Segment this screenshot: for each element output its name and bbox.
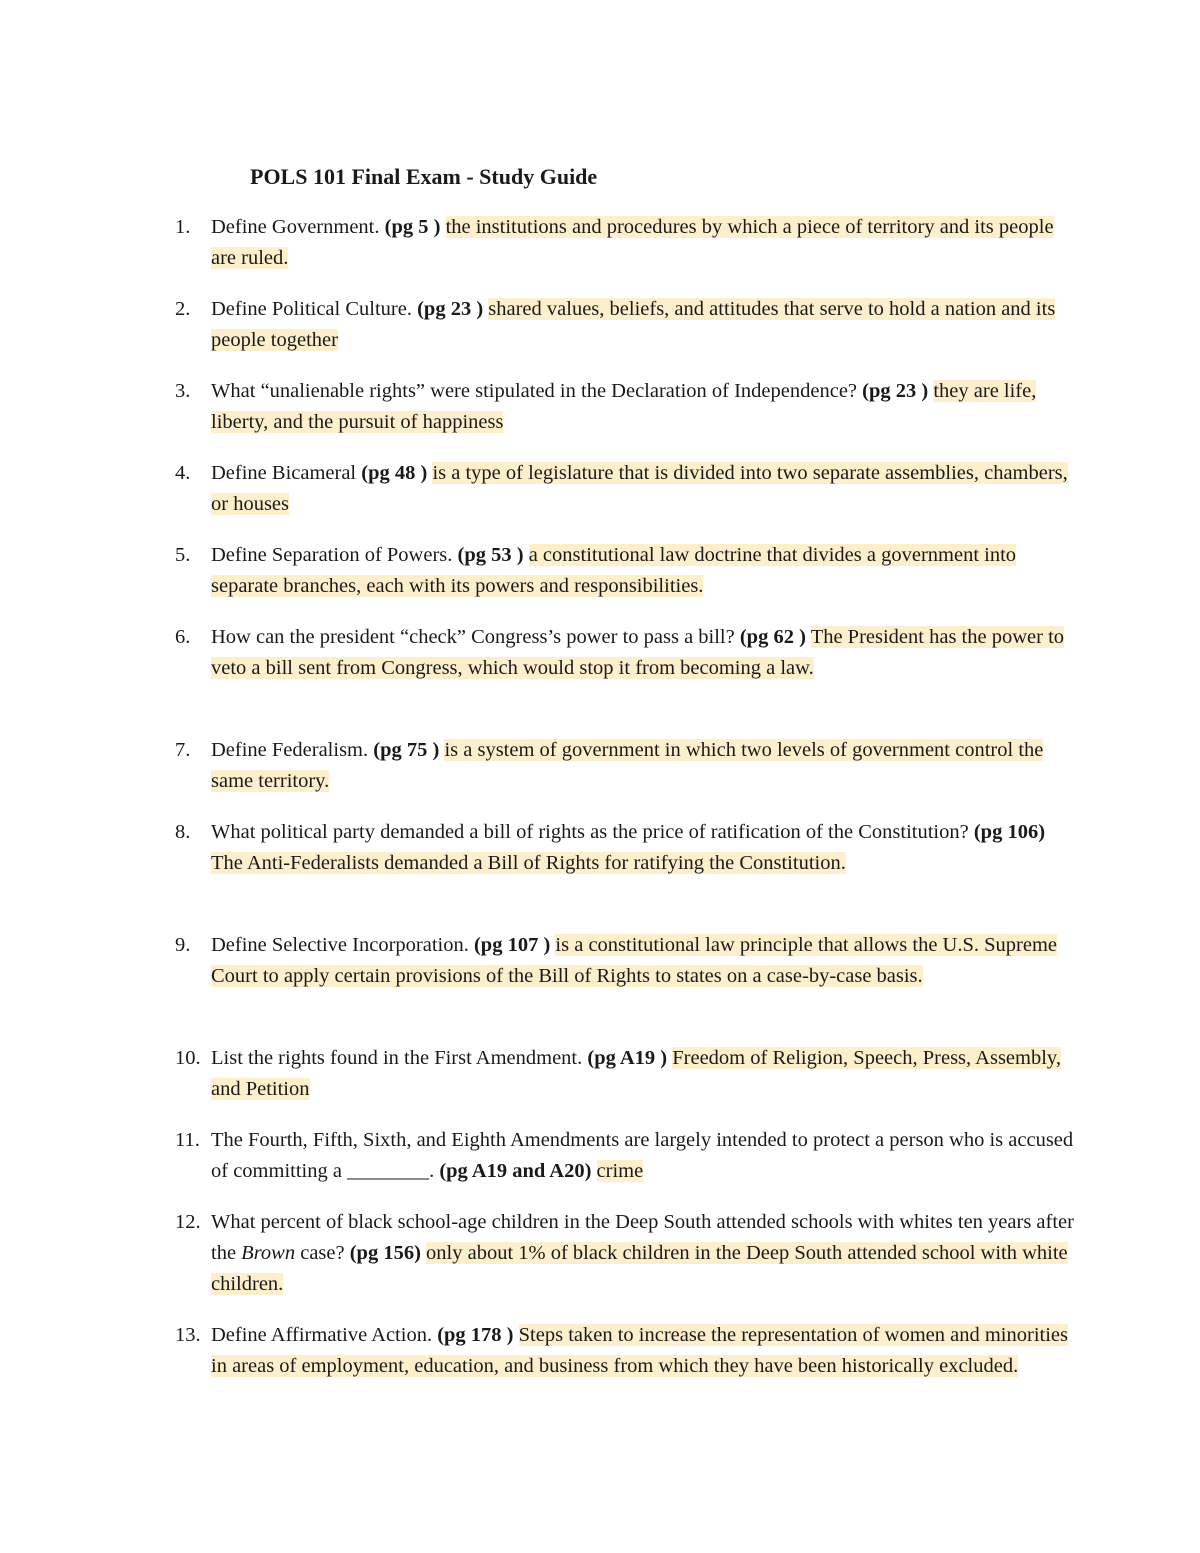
question-text: What political party demanded a bill of rights as the price of ratification of the Constitution?: [211, 821, 974, 843]
page-reference: (pg A19 ): [587, 1047, 668, 1069]
list-item-7: [175, 735, 1075, 797]
answer-text: shared values, beliefs, and attitudes that serve to hold a nation and its people together: [211, 298, 1056, 351]
page-reference: (pg 178 ): [437, 1324, 514, 1346]
list-item-2: [175, 294, 1075, 356]
question-text: List the rights found in the First Amendment.: [211, 1047, 588, 1069]
question-text: Define Federalism.: [211, 739, 374, 761]
item-number: 12.: [175, 1211, 201, 1233]
list-item-5: [175, 540, 1075, 602]
page-reference: (pg 156): [349, 1242, 421, 1264]
page-reference: (pg 107 ): [473, 934, 551, 956]
list-item-4: [175, 458, 1075, 520]
list-item-9: [175, 930, 1075, 992]
item-number: 9.: [175, 934, 191, 956]
answer-text: Steps taken to increase the representation of women and minorities in areas of employment, education, and business from which they have been historically excluded.: [211, 1324, 1068, 1377]
item-number: 6.: [175, 626, 191, 648]
question-text: What percent of black school-age children in the Deep South attended schools with whites ten years after the: [211, 1211, 1074, 1264]
answer-text: the institutions and procedures by which a piece of territory and its people are ruled.: [211, 216, 1054, 269]
list-item-1: [175, 212, 1075, 274]
item-number: 4.: [175, 462, 191, 484]
list-item-13: [175, 1320, 1075, 1382]
answer-text: a constitutional law doctrine that divides a government into separate branches, each with its powers and responsibilities.: [211, 544, 1017, 597]
page-reference: (pg 75 ): [373, 739, 440, 761]
question-text: The Fourth, Fifth, Sixth, and Eighth Amendments are largely intended to protect a person who is accused of committing a: [211, 1129, 1074, 1182]
answer-text: is a constitutional law principle that allows the U.S. Supreme Court to apply certain provisions of the Bill of Rights to states on a case-by-case basis.: [211, 934, 1058, 987]
list-item-12: [175, 1207, 1075, 1300]
list-item-6: [175, 622, 1075, 684]
fill-in-blank: ________: [347, 1160, 430, 1182]
item-number: 3.: [175, 380, 191, 402]
question-text: Define Bicameral: [211, 462, 362, 484]
page-reference: (pg 23 ): [417, 298, 484, 320]
question-text: How can the president “check” Congress’s power to pass a bill?: [211, 626, 740, 648]
answer-text: is a system of government in which two levels of government control the same territory.: [211, 739, 1044, 792]
item-body: [211, 1125, 1075, 1187]
item-number: 8.: [175, 821, 191, 843]
item-body: [211, 930, 1075, 992]
question-text: Define Selective Incorporation.: [211, 934, 474, 956]
page-reference: (pg 62 ): [739, 626, 806, 648]
item-body: [211, 1043, 1075, 1105]
answer-text: The Anti-Federalists demanded a Bill of Rights for ratifying the Constitution.: [211, 852, 846, 874]
answer-text: The President has the power to veto a bill sent from Congress, which would stop it from becoming a law.: [211, 626, 1065, 679]
item-body: [211, 1207, 1075, 1300]
question-end: case?: [295, 1242, 350, 1264]
question-text: Define Government.: [211, 216, 385, 238]
page-reference: (pg 53 ): [457, 544, 524, 566]
item-body: [211, 817, 1075, 879]
item-body: [211, 376, 1075, 438]
item-body: [211, 622, 1075, 684]
page-title: POLS 101 Final Exam - Study Guide: [250, 164, 598, 189]
list-item-11: [175, 1125, 1075, 1187]
list-item-3: [175, 376, 1075, 438]
case-name: Brown: [241, 1242, 296, 1264]
list-item-10: [175, 1043, 1075, 1105]
list-item-8: [175, 817, 1075, 879]
item-body: [211, 540, 1075, 602]
answer-text: only about 1% of black children in the Deep South attended school with white children.: [211, 1242, 1068, 1295]
page-reference: (pg 23 ): [862, 380, 929, 402]
question-text: What “unalienable rights” were stipulated in the Declaration of Independence?: [211, 380, 863, 402]
question-text: Define Separation of Powers.: [211, 544, 458, 566]
answer-text: they are life, liberty, and the pursuit of happiness: [211, 380, 1037, 433]
item-body: [211, 1320, 1075, 1382]
item-number: 10.: [175, 1047, 201, 1069]
answer-text: Freedom of Religion, Speech, Press, Assembly, and Petition: [211, 1047, 1061, 1100]
item-number: 1.: [175, 216, 191, 238]
page-reference: (pg A19 and A20): [439, 1160, 592, 1182]
item-body: [211, 294, 1075, 356]
item-body: [211, 212, 1075, 274]
page-reference: (pg 5 ): [384, 216, 441, 238]
question-text: Define Political Culture.: [211, 298, 418, 320]
item-number: 7.: [175, 739, 191, 761]
item-number: 5.: [175, 544, 191, 566]
item-body: [211, 458, 1075, 520]
item-number: 11.: [175, 1129, 200, 1151]
page-reference: (pg 48 ): [361, 462, 428, 484]
item-number: 2.: [175, 298, 191, 320]
answer-text: is a type of legislature that is divided into two separate assemblies, chambers, or houses: [211, 462, 1068, 515]
item-number: 13.: [175, 1324, 201, 1346]
question-text: Define Affirmative Action.: [211, 1324, 438, 1346]
page-reference: (pg 106): [973, 821, 1046, 843]
question-end: .: [429, 1160, 440, 1182]
item-body: [211, 735, 1075, 797]
answer-text: crime: [596, 1160, 644, 1182]
